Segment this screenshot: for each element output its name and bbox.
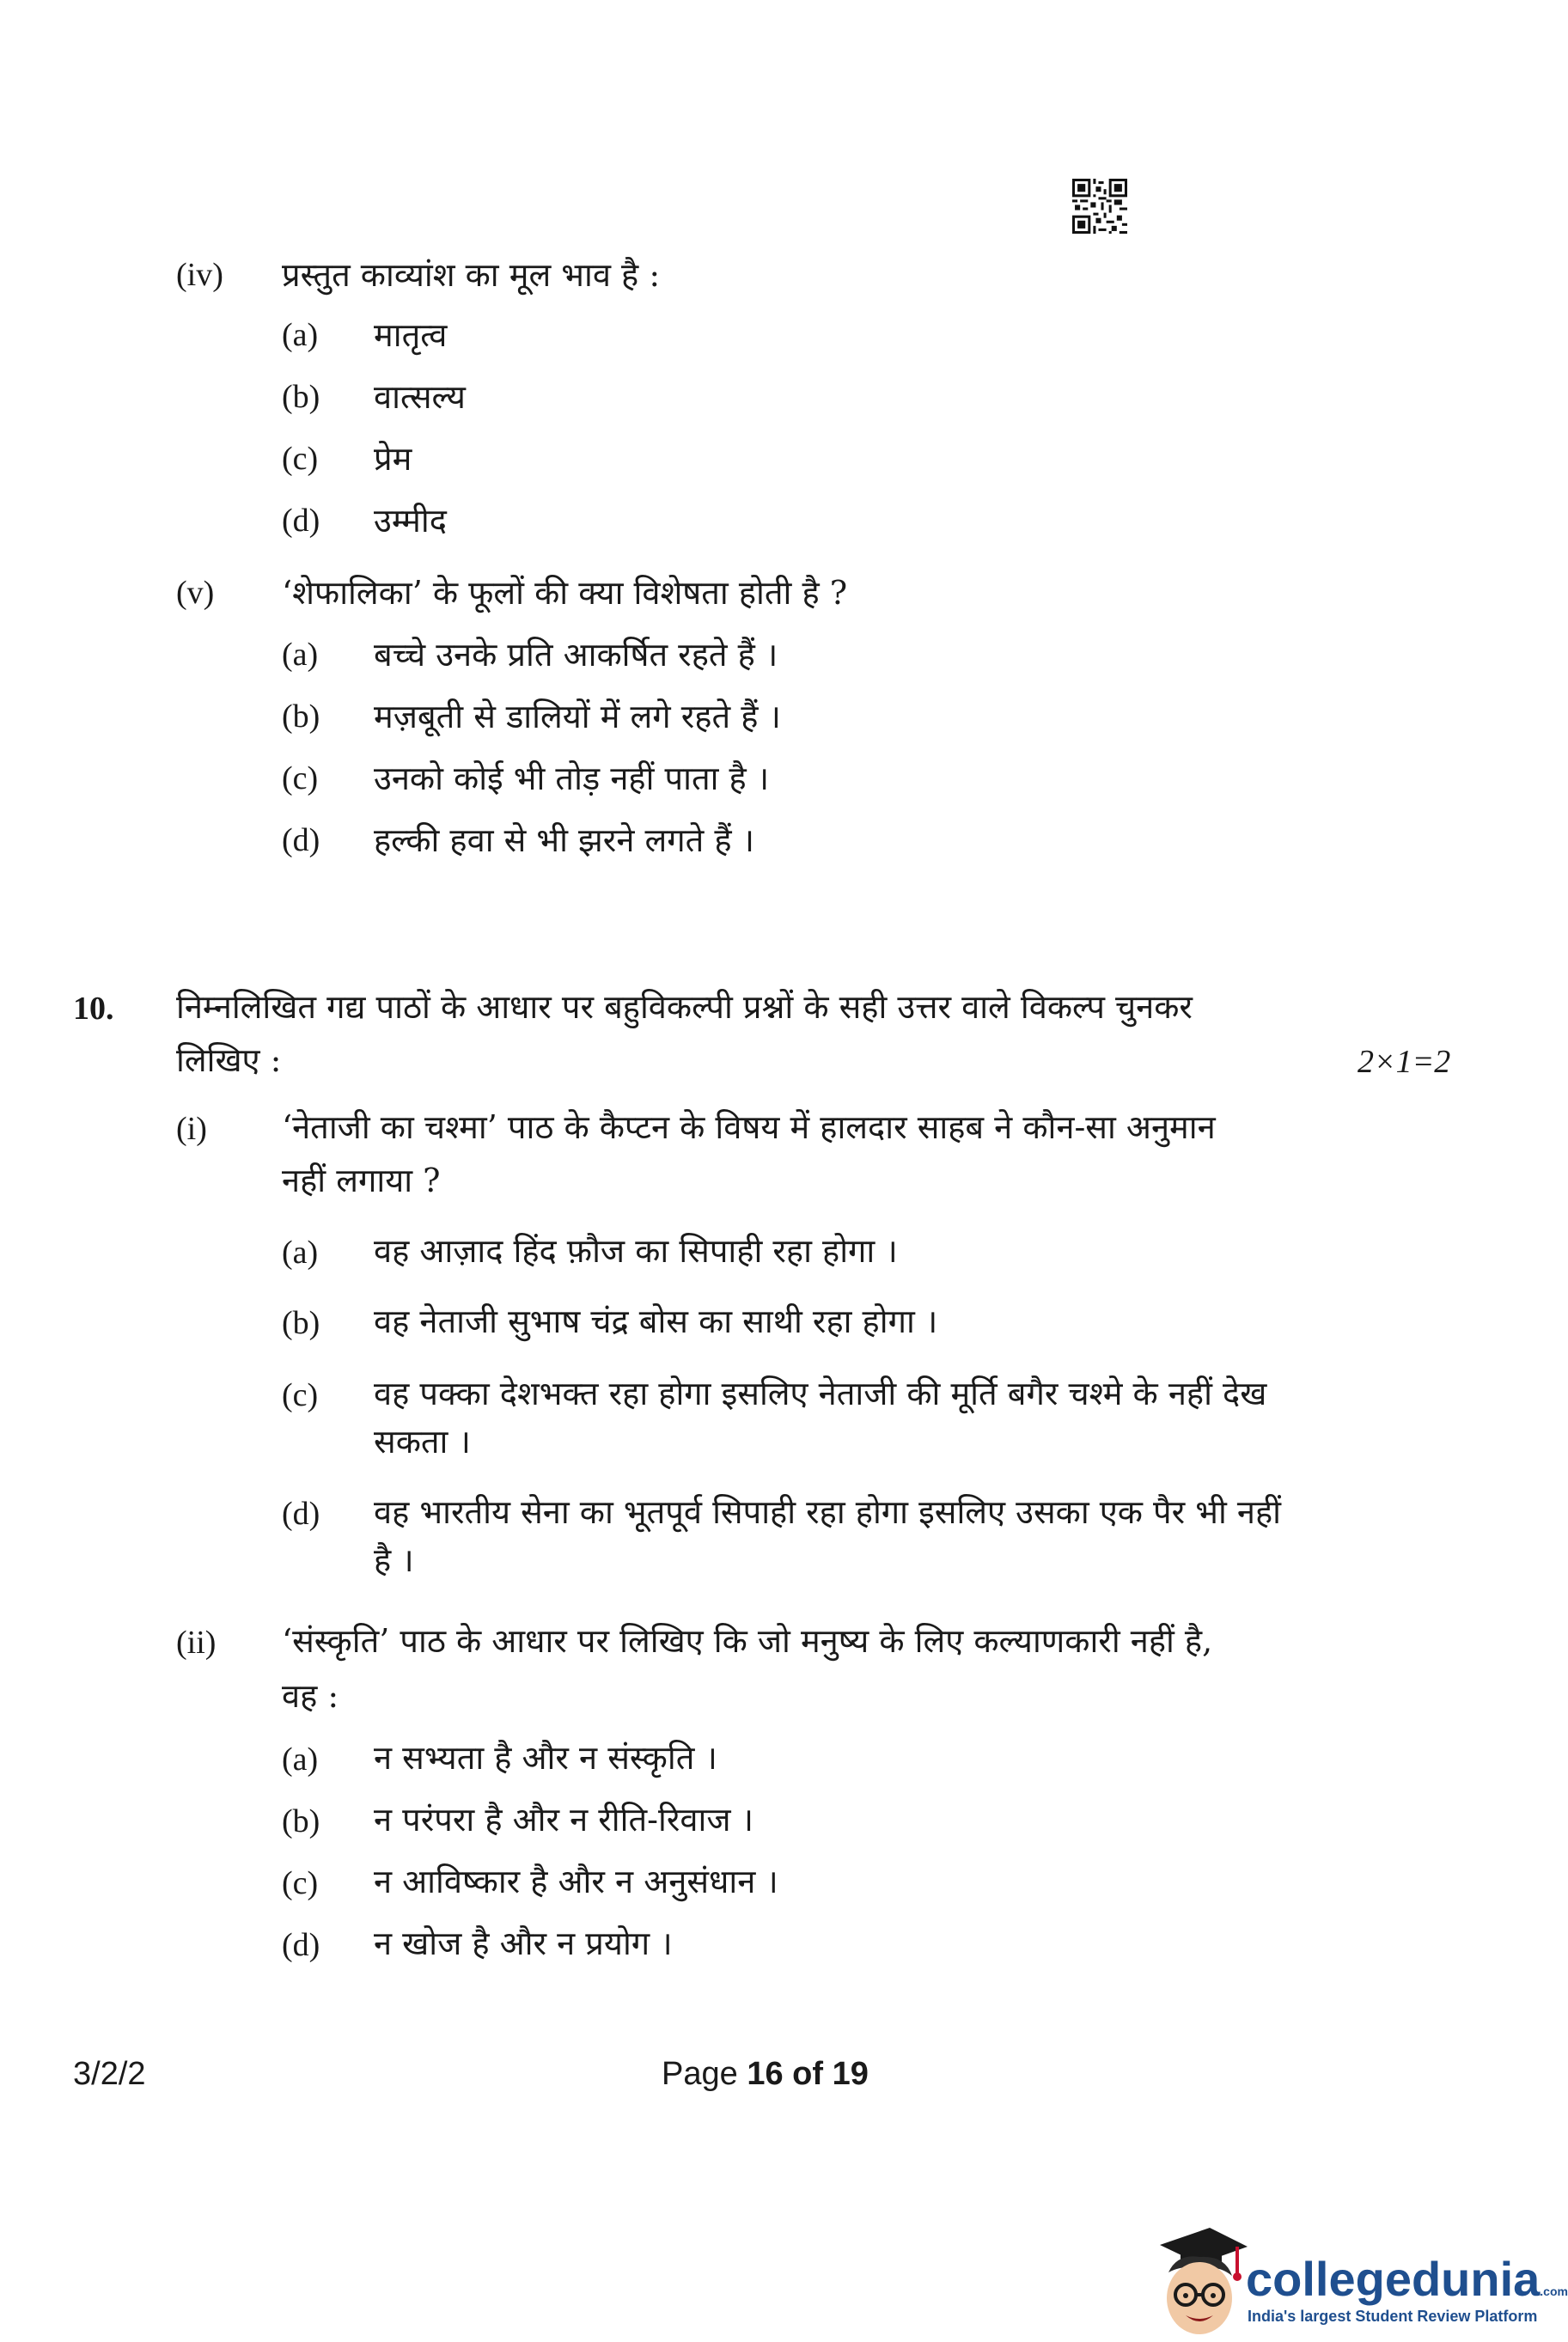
option-label: (b) [282,698,320,735]
page-of: of [783,2056,833,2092]
option-text: वह नेताजी सुभाष चंद्र बोस का साथी रहा होगा । [374,1302,938,1340]
option-text: न आविष्कार है और न अनुसंधान । [374,1863,778,1900]
option-text: न परंपरा है और न रीति-रिवाज । [374,1801,754,1839]
qr-code-icon [1072,179,1127,234]
option-label: (c) [282,1865,319,1901]
option-label: (d) [282,822,320,858]
option-text: उम्मीद [374,502,447,540]
option-text: मज़बूती से डालियों में लगे रहते हैं । [374,698,781,735]
sub-question-text-line1: ‘नेताजी का चश्मा’ पाठ के कैप्टन के विषय में हालदार साहब ने कौन-सा अनुमान [282,1108,1216,1146]
option-label: (b) [282,379,320,415]
student-mascot-icon [1143,2212,1254,2341]
option-text: हल्की हवा से भी झरने लगते हैं । [374,821,755,859]
option-label: (a) [282,317,319,353]
option-text-line2: है । [374,1541,414,1579]
option-text-line1: वह भारतीय सेना का भूतपूर्व सिपाही रहा होगा इसलिए उसका एक पैर भी नहीं [374,1493,1281,1531]
option-text: मातृत्व [374,316,448,354]
page-indicator [662,2053,869,2095]
option-label: (c) [282,441,319,477]
option-label: (d) [282,503,320,539]
sub-question-text-line2: वह : [282,1677,339,1715]
option-label: (b) [282,1305,320,1341]
option-text: वह आज़ाद हिंद फ़ौज का सिपाही रहा होगा । [374,1232,898,1270]
sub-question-text-line2: नहीं लगाया ? [282,1162,441,1199]
option-label: (a) [282,1741,319,1778]
option-text: उनको कोई भी तोड़ नहीं पाता है । [374,759,770,797]
question-number: 10. [73,991,114,1027]
sub-question-number: (i) [176,1111,207,1147]
sub-question-text: प्रस्तुत काव्यांश का मूल भाव है : [282,256,661,294]
sub-question-number: (iv) [176,257,223,293]
option-text: बच्चे उनके प्रति आकर्षित रहते हैं । [374,636,778,674]
collegedunia-logo [1143,2212,1568,2341]
option-text: न सभ्यता है और न संस्कृति । [374,1739,717,1777]
sub-question-text: ‘शेफालिका’ के फूलों की क्या विशेषता होती है ? [282,574,848,612]
brand-tagline: India's largest Student Review Platform [1248,2308,1538,2325]
sub-question-number: (ii) [176,1625,217,1661]
question-text-line2: लिखिए : [176,1041,282,1079]
paper-code: 3/2/2 [73,2056,146,2092]
option-text: प्रेम [374,440,412,478]
sub-question-text-line1: ‘संस्कृति’ पाठ के आधार पर लिखिए कि जो मनुष्य के लिए कल्याणकारी नहीं है, [282,1622,1213,1660]
page-total: 19 [832,2056,869,2092]
option-text-line1: वह पक्का देशभक्त रहा होगा इसलिए नेताजी की मूर्ति बगैर चश्मे के नहीं देख [374,1375,1267,1412]
sub-question-number: (v) [176,575,215,611]
option-label: (a) [282,637,319,673]
page-prefix: Page [662,2056,747,2092]
marks-label: 2×1=2 [1358,1044,1451,1080]
option-label: (c) [282,1377,319,1413]
option-label: (d) [282,1496,320,1532]
page-number: 16 [747,2056,784,2092]
option-text: न खोज है और न प्रयोग । [374,1924,673,1962]
option-text-line2: सकता । [374,1423,471,1461]
brand-text: collegedunia [1246,2252,1541,2306]
question-text-line1: निम्नलिखित गद्य पाठों के आधार पर बहुविकल्पी प्रश्नों के सही उत्तर वाले विकल्प चुनकर [176,988,1193,1026]
option-label: (a) [282,1235,319,1271]
option-label: (b) [282,1803,320,1839]
option-label: (d) [282,1927,320,1963]
option-label: (c) [282,760,319,796]
option-text: वात्सल्य [374,378,466,416]
brand-suffix: .com [1540,2284,1568,2298]
